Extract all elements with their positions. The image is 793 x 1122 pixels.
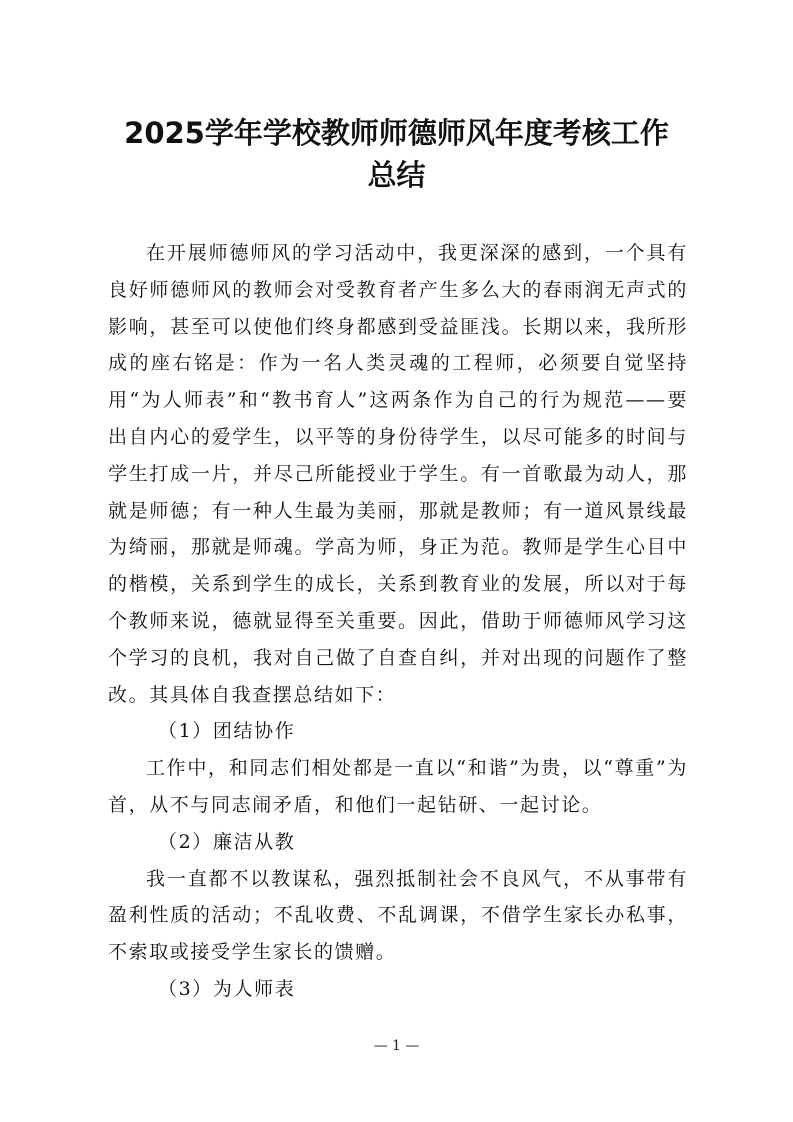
paragraph-integrity: 我一直都不以教谋私，强烈抵制社会不良风气，不从事带有盈利性质的活动；不乱收费、不乱调课，不借学生家长办私事，不索取或接受学生家长的馈赠。: [108, 867, 688, 964]
paragraph-intro: 在开展师德师风的学习活动中，我更深深的感到，一个具有良好师德师风的教师会对受教育者产生多么大的春雨润无声式的影响，甚至可以使他们终身都感到受益匪浅。长期以来，我所形成的座右铭是：作为一名人类灵魂的工程师，必须要自觉坚持用“为人师表”和“教书育人”这两条作为自己的行为规范——要出自内心的爱学生，以平等的身份待学生，以尽可能多的时间与学生打成一片，并尽己所能授业于学生。有一首歌最为动人，那就是师德；有一种人生最为美丽，那就是教师；有一道风景线最为绮丽，那就是师魂。学高为师，身正为范。教师是学生心目中的楷模，关系到学生的成长，关系到教育业的发展，所以对于每个教师来说，德就显得至关重要。因此，借助于师德师风学习这个学习的良机，我对自己做了自查自纠，并对出现的问题作了整改。其具体自我查摆总结如下：: [108, 242, 688, 706]
page-number: — 1 —: [373, 1038, 420, 1054]
paragraph-teamwork: 工作中，和同志们相处都是一直以“和谐”为贵，以“尊重”为首，从不与同志闹矛盾，和他们一起钻研、一起讨论。: [108, 757, 688, 816]
section-heading-role-model: （3）为人师表: [158, 977, 296, 1000]
document-title: [80, 112, 713, 196]
section-heading-teamwork: （1）团结协作: [158, 720, 296, 743]
title-line-1: 2025学年学校教师师德师风年度考核工作: [124, 116, 669, 150]
section-heading-integrity: （2）廉洁从教: [158, 830, 296, 853]
document-body: [108, 235, 688, 1008]
title-line-2: 总结: [367, 158, 426, 192]
